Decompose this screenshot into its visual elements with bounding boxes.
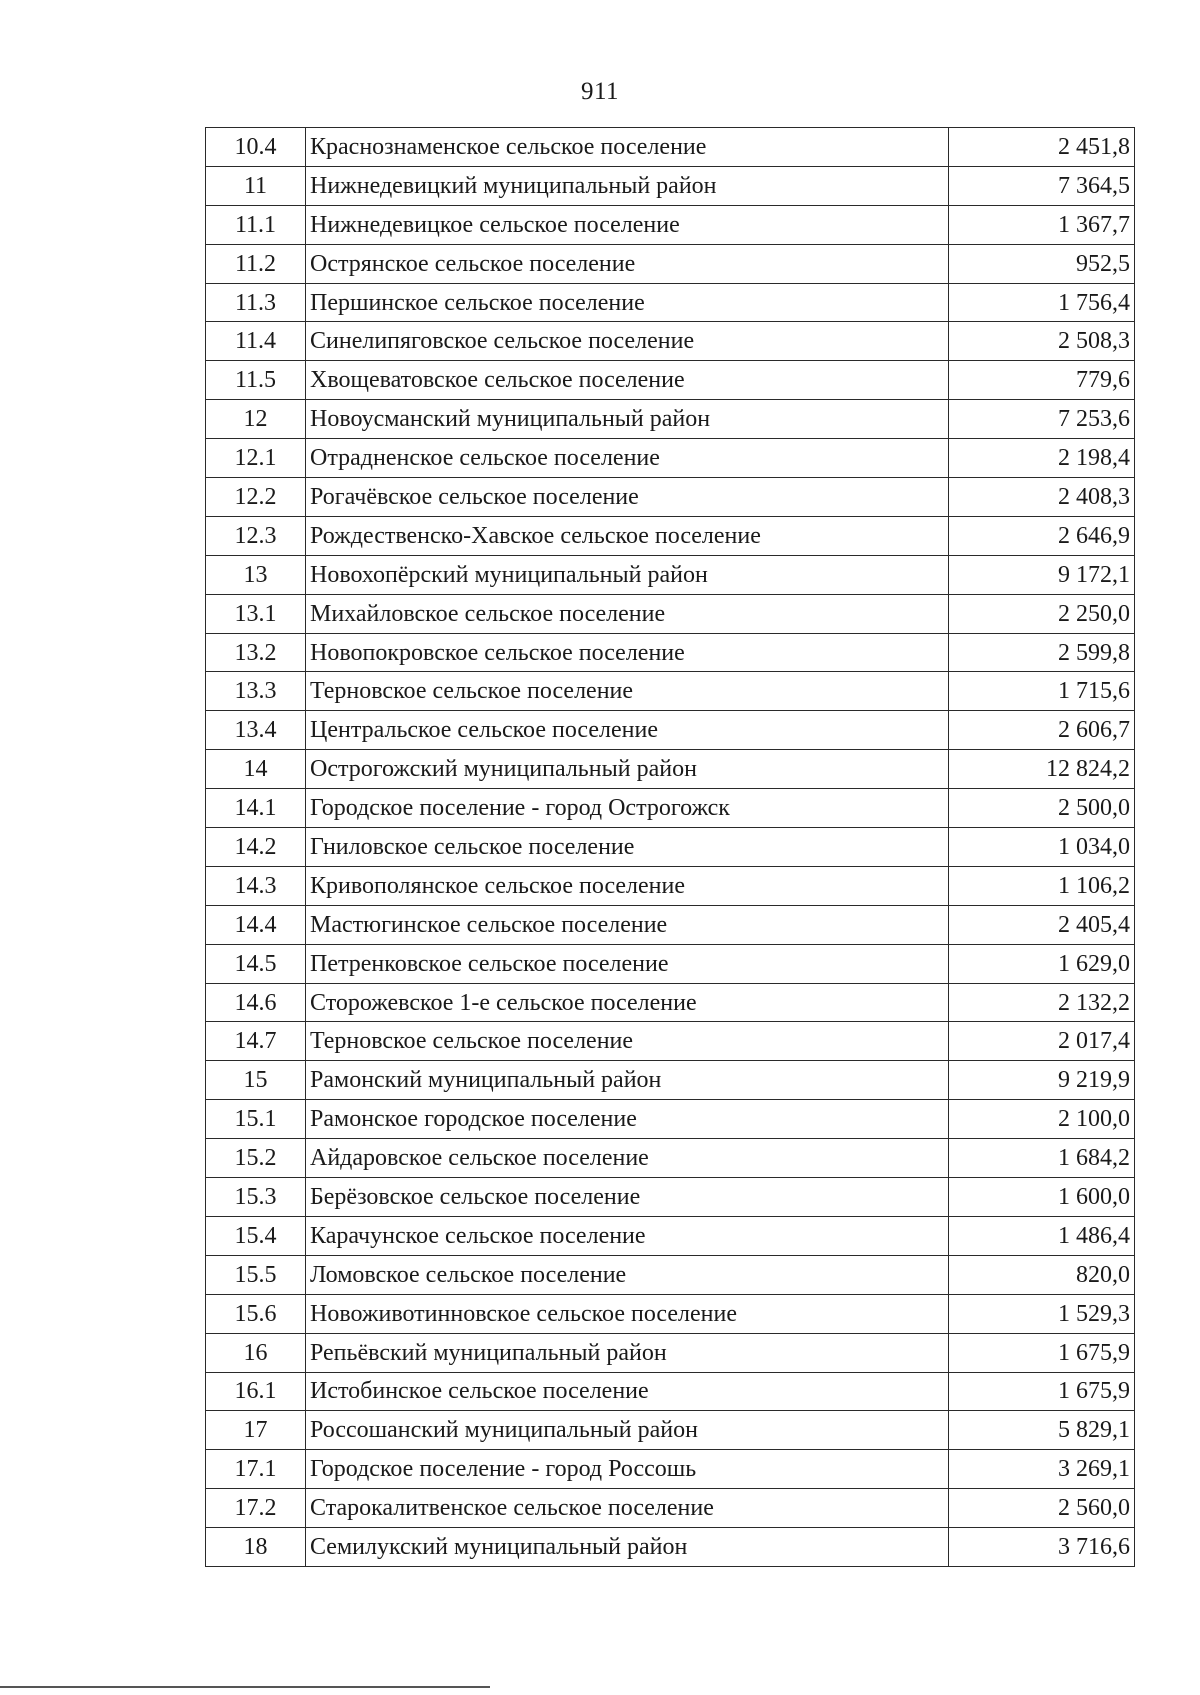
- table-row: [206, 1061, 1135, 1100]
- row-name-cell: Городское поселение - город Россошь: [306, 1450, 949, 1489]
- row-value-cell: 779,6: [949, 361, 1135, 400]
- table-row: [206, 555, 1135, 594]
- table-row: [206, 205, 1135, 244]
- row-name-cell: Новоусманский муниципальный район: [306, 400, 949, 439]
- row-value-cell: 1 675,9: [949, 1333, 1135, 1372]
- row-value-cell: 2 408,3: [949, 478, 1135, 517]
- row-number-cell: 17.1: [206, 1450, 306, 1489]
- row-number-cell: 14.3: [206, 866, 306, 905]
- row-number-cell: 14.4: [206, 905, 306, 944]
- row-value-cell: 9 219,9: [949, 1061, 1135, 1100]
- table-row: [206, 361, 1135, 400]
- table-row: [206, 1489, 1135, 1528]
- row-number-cell: 14.6: [206, 983, 306, 1022]
- row-number-cell: 15.4: [206, 1216, 306, 1255]
- table-row: [206, 1100, 1135, 1139]
- row-value-cell: 1 367,7: [949, 205, 1135, 244]
- row-number-cell: 13.3: [206, 672, 306, 711]
- row-name-cell: Новохопёрский муниципальный район: [306, 555, 949, 594]
- row-name-cell: Старокалитвенское сельское поселение: [306, 1489, 949, 1528]
- row-value-cell: 2 451,8: [949, 128, 1135, 167]
- row-number-cell: 12.2: [206, 478, 306, 517]
- row-value-cell: 7 253,6: [949, 400, 1135, 439]
- row-value-cell: 2 198,4: [949, 439, 1135, 478]
- row-number-cell: 14: [206, 750, 306, 789]
- row-value-cell: 1 684,2: [949, 1139, 1135, 1178]
- table-row: [206, 1411, 1135, 1450]
- row-value-cell: 1 756,4: [949, 283, 1135, 322]
- row-value-cell: 2 560,0: [949, 1489, 1135, 1528]
- table-row: [206, 594, 1135, 633]
- row-value-cell: 1 600,0: [949, 1178, 1135, 1217]
- table-row: [206, 1450, 1135, 1489]
- row-name-cell: Михайловское сельское поселение: [306, 594, 949, 633]
- table-row: [206, 905, 1135, 944]
- row-name-cell: Острянское сельское поселение: [306, 244, 949, 283]
- row-number-cell: 13.4: [206, 711, 306, 750]
- row-number-cell: 18: [206, 1528, 306, 1567]
- row-name-cell: Рогачёвское сельское поселение: [306, 478, 949, 517]
- row-value-cell: 2 606,7: [949, 711, 1135, 750]
- table-row: [206, 516, 1135, 555]
- row-number-cell: 11.4: [206, 322, 306, 361]
- row-number-cell: 13: [206, 555, 306, 594]
- table-row: [206, 439, 1135, 478]
- row-name-cell: Хвощеватовское сельское поселение: [306, 361, 949, 400]
- row-value-cell: 2 646,9: [949, 516, 1135, 555]
- footer-divider: [0, 1686, 490, 1688]
- row-number-cell: 16.1: [206, 1372, 306, 1411]
- row-name-cell: Репьёвский муниципальный район: [306, 1333, 949, 1372]
- table-row: [206, 1528, 1135, 1567]
- table-row: [206, 711, 1135, 750]
- row-value-cell: 1 629,0: [949, 944, 1135, 983]
- table-row: [206, 1333, 1135, 1372]
- row-value-cell: 1 486,4: [949, 1216, 1135, 1255]
- row-name-cell: Терновское сельское поселение: [306, 1022, 949, 1061]
- row-number-cell: 17: [206, 1411, 306, 1450]
- row-name-cell: Синелипяговское сельское поселение: [306, 322, 949, 361]
- row-number-cell: 14.1: [206, 789, 306, 828]
- table-row: [206, 1294, 1135, 1333]
- table-row: [206, 283, 1135, 322]
- row-value-cell: 12 824,2: [949, 750, 1135, 789]
- row-value-cell: 2 405,4: [949, 905, 1135, 944]
- row-number-cell: 15.6: [206, 1294, 306, 1333]
- table-row: [206, 633, 1135, 672]
- row-name-cell: Кривополянское сельское поселение: [306, 866, 949, 905]
- row-value-cell: 2 132,2: [949, 983, 1135, 1022]
- row-name-cell: Ломовское сельское поселение: [306, 1255, 949, 1294]
- table-row: [206, 478, 1135, 517]
- row-value-cell: 1 675,9: [949, 1372, 1135, 1411]
- row-name-cell: Рождественско-Хавское сельское поселение: [306, 516, 949, 555]
- table-row: [206, 322, 1135, 361]
- row-value-cell: 9 172,1: [949, 555, 1135, 594]
- table-row: [206, 1178, 1135, 1217]
- row-name-cell: Городское поселение - город Острогожск: [306, 789, 949, 828]
- row-value-cell: 5 829,1: [949, 1411, 1135, 1450]
- row-value-cell: 3 269,1: [949, 1450, 1135, 1489]
- table-row: [206, 400, 1135, 439]
- table-row: [206, 750, 1135, 789]
- row-number-cell: 11.3: [206, 283, 306, 322]
- row-value-cell: 1 106,2: [949, 866, 1135, 905]
- row-name-cell: Острогожский муниципальный район: [306, 750, 949, 789]
- table-row: [206, 866, 1135, 905]
- row-number-cell: 15: [206, 1061, 306, 1100]
- row-name-cell: Рамонское городское поселение: [306, 1100, 949, 1139]
- row-number-cell: 15.3: [206, 1178, 306, 1217]
- table-row: [206, 1022, 1135, 1061]
- row-value-cell: 2 500,0: [949, 789, 1135, 828]
- row-name-cell: Новоживотинновское сельское поселение: [306, 1294, 949, 1333]
- row-name-cell: Терновское сельское поселение: [306, 672, 949, 711]
- row-number-cell: 15.2: [206, 1139, 306, 1178]
- row-value-cell: 2 017,4: [949, 1022, 1135, 1061]
- table-row: [206, 944, 1135, 983]
- row-name-cell: Краснознаменское сельское поселение: [306, 128, 949, 167]
- row-value-cell: 1 715,6: [949, 672, 1135, 711]
- row-name-cell: Петренковское сельское поселение: [306, 944, 949, 983]
- row-number-cell: 10.4: [206, 128, 306, 167]
- table-row: [206, 672, 1135, 711]
- row-name-cell: Карачунское сельское поселение: [306, 1216, 949, 1255]
- row-value-cell: 7 364,5: [949, 166, 1135, 205]
- table-row: [206, 828, 1135, 867]
- row-value-cell: 1 529,3: [949, 1294, 1135, 1333]
- table-row: [206, 1216, 1135, 1255]
- row-number-cell: 15.1: [206, 1100, 306, 1139]
- row-value-cell: 820,0: [949, 1255, 1135, 1294]
- row-name-cell: Семилукский муниципальный район: [306, 1528, 949, 1567]
- row-name-cell: Айдаровское сельское поселение: [306, 1139, 949, 1178]
- row-number-cell: 13.1: [206, 594, 306, 633]
- row-value-cell: 1 034,0: [949, 828, 1135, 867]
- row-number-cell: 11.2: [206, 244, 306, 283]
- row-value-cell: 2 508,3: [949, 322, 1135, 361]
- row-name-cell: Мастюгинское сельское поселение: [306, 905, 949, 944]
- table-body: [206, 128, 1135, 1567]
- row-name-cell: Гниловское сельское поселение: [306, 828, 949, 867]
- table-row: [206, 983, 1135, 1022]
- row-name-cell: Отрадненское сельское поселение: [306, 439, 949, 478]
- row-number-cell: 14.7: [206, 1022, 306, 1061]
- row-number-cell: 14.2: [206, 828, 306, 867]
- row-number-cell: 16: [206, 1333, 306, 1372]
- row-name-cell: Новопокровское сельское поселение: [306, 633, 949, 672]
- table-row: [206, 1255, 1135, 1294]
- row-number-cell: 11.1: [206, 205, 306, 244]
- row-number-cell: 12: [206, 400, 306, 439]
- row-value-cell: 2 599,8: [949, 633, 1135, 672]
- row-value-cell: 952,5: [949, 244, 1135, 283]
- row-number-cell: 11.5: [206, 361, 306, 400]
- row-number-cell: 11: [206, 166, 306, 205]
- row-name-cell: Сторожевское 1-е сельское поселение: [306, 983, 949, 1022]
- table-row: [206, 244, 1135, 283]
- row-value-cell: 3 716,6: [949, 1528, 1135, 1567]
- row-number-cell: 14.5: [206, 944, 306, 983]
- row-name-cell: Берёзовское сельское поселение: [306, 1178, 949, 1217]
- row-number-cell: 15.5: [206, 1255, 306, 1294]
- table-row: [206, 128, 1135, 167]
- row-number-cell: 17.2: [206, 1489, 306, 1528]
- row-number-cell: 12.3: [206, 516, 306, 555]
- data-table: [205, 127, 1135, 1567]
- row-name-cell: Россошанский муниципальный район: [306, 1411, 949, 1450]
- table-row: [206, 789, 1135, 828]
- row-value-cell: 2 250,0: [949, 594, 1135, 633]
- row-name-cell: Першинское сельское поселение: [306, 283, 949, 322]
- row-name-cell: Рамонский муниципальный район: [306, 1061, 949, 1100]
- row-name-cell: Нижнедевицкое сельское поселение: [306, 205, 949, 244]
- row-name-cell: Нижнедевицкий муниципальный район: [306, 166, 949, 205]
- row-number-cell: 12.1: [206, 439, 306, 478]
- row-name-cell: Центральское сельское поселение: [306, 711, 949, 750]
- table-row: [206, 166, 1135, 205]
- table-row: [206, 1372, 1135, 1411]
- row-name-cell: Истобинское сельское поселение: [306, 1372, 949, 1411]
- row-number-cell: 13.2: [206, 633, 306, 672]
- table-row: [206, 1139, 1135, 1178]
- row-value-cell: 2 100,0: [949, 1100, 1135, 1139]
- page-number: 911: [580, 78, 620, 105]
